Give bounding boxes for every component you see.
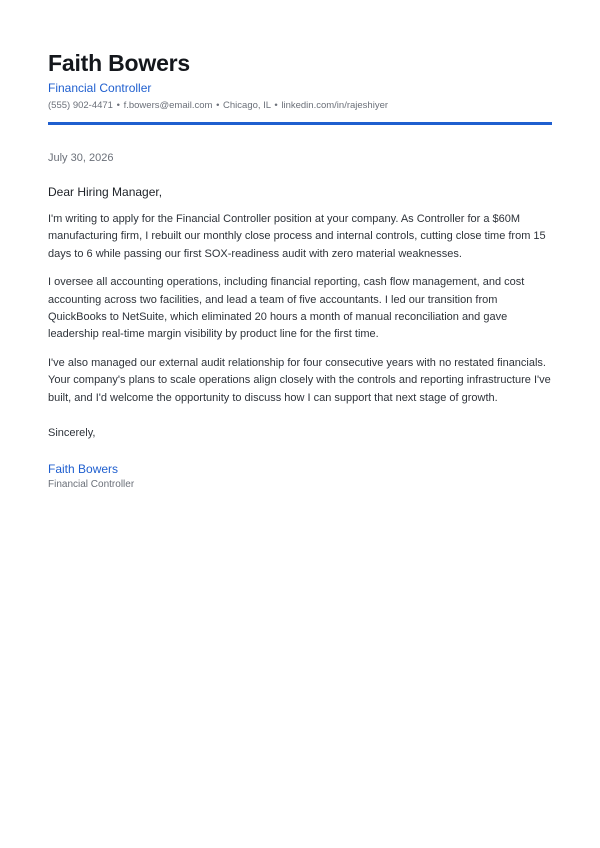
contact-phone: (555) 902-4471: [48, 100, 113, 111]
contact-separator: •: [274, 100, 278, 111]
signature-name: Faith Bowers: [48, 462, 119, 477]
contact-location: Chicago, IL: [223, 100, 271, 111]
salutation: Dear Hiring Manager,: [48, 185, 163, 199]
contact-separator: •: [216, 100, 220, 111]
letter-date: July 30, 2026: [48, 152, 114, 164]
contact-separator: •: [116, 100, 120, 111]
closing: Sincerely,: [48, 427, 96, 440]
header-divider: [48, 122, 552, 125]
applicant-name: Faith Bowers: [48, 50, 191, 76]
signature-title: Financial Controller: [48, 479, 135, 491]
body-paragraph-3: I've also managed our external audit relationship for four consecutive years with no restated financials. Your company's plans to scale operations align closely with the controls and reporting infrastructure I've built, and I'd welcome the opportunity to discuss how I can support that next stage of growth.: [48, 356, 551, 404]
applicant-title: Financial Controller: [48, 81, 152, 95]
body-paragraph-2: I oversee all accounting operations, including financial reporting, cash flow management, and cost accounting across two facilities, and lead a team of five accountants. I led our transition from QuickBooks to NetSuite, which eliminated 20 hours a month of manual reconciliation and gave leadership real-time margin visibility by product line for the first time.: [48, 276, 525, 341]
contact-email: f.bowers@email.com: [123, 100, 213, 111]
contact-line: [48, 99, 552, 112]
body-paragraph-1: I'm writing to apply for the Financial Controller position at your company. As Controller for a $60M manufacturing firm, I rebuilt our monthly close process and internal controls, cutting close time from 15 days to 6 while passing our first SOX-readiness audit with zero material weaknesses.: [48, 213, 546, 260]
letter-header: [48, 0, 552, 125]
contact-linkedin: linkedin.com/in/rajeshiyer: [281, 100, 389, 111]
